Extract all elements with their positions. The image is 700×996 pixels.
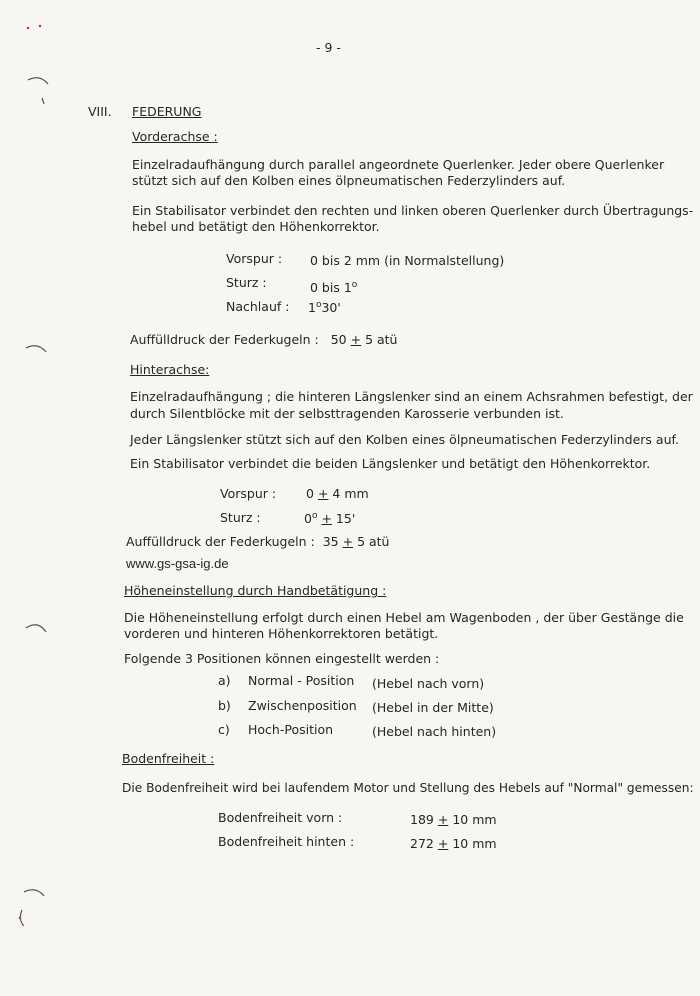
position-note: (Hebel nach vorn) <box>372 676 485 691</box>
paragraph-line: Die Höheneinstellung erfolgt durch einen Hebel am Wagenboden , der über Gestänge die <box>124 610 684 625</box>
paragraph-line: hebel und betätigt den Höhenkorrektor. <box>132 219 380 234</box>
spec-value <box>308 297 341 316</box>
position-note: (Hebel in der Mitte) <box>372 700 494 715</box>
clearance-value: 189 + 10 mm <box>410 812 497 827</box>
front-axle-heading: Vorderachse : <box>132 129 218 144</box>
paragraph-line: vorderen und hinteren Höhenkorrektoren betätigt. <box>124 626 439 641</box>
height-adjust-heading: Höheneinstellung durch Handbetätigung : <box>124 583 387 598</box>
section-title: FEDERUNG <box>132 104 202 119</box>
paragraph-line: stützt sich auf den Kolben eines ölpneumatischen Federzylinders auf. <box>132 173 566 188</box>
section-number: VIII. <box>88 104 112 119</box>
paragraph-line: Jeder Längslenker stützt sich auf den Kolben eines ölpneumatischen Federzylinders auf. <box>130 432 679 447</box>
position-name: Normal - Position <box>248 673 355 688</box>
rear-axle-heading: Hinterachse: <box>130 362 210 377</box>
pressure-value: 50 + 5 atü <box>330 332 398 347</box>
paragraph-line: Einzelradaufhängung durch parallel angeordnete Querlenker. Jeder obere Querlenker <box>132 157 665 172</box>
pressure-value: 35 + 5 atü <box>322 534 390 549</box>
degree-sign: o <box>315 300 322 310</box>
paragraph-line: Ein Stabilisator verbindet die beiden Längslenker und betätigt den Höhenkorrektor. <box>130 456 651 471</box>
position-letter: a) <box>218 673 231 688</box>
position-name: Zwischenposition <box>248 698 357 713</box>
spec-value-minutes: 30' <box>321 300 341 316</box>
spec-value: 0 bis 2 mm (in Normalstellung) <box>310 253 505 268</box>
position-letter: b) <box>218 698 231 713</box>
spec-value <box>310 277 357 296</box>
paragraph-line: Folgende 3 Positionen können eingestellt werden : <box>124 651 440 666</box>
clearance-label: Bodenfreiheit vorn : <box>218 810 343 825</box>
spec-value-main: 0 bis 1 <box>310 280 352 296</box>
paragraph-line: Die Bodenfreiheit wird bei laufendem Motor und Stellung des Hebels auf "Normal" gemessen: <box>122 781 694 795</box>
spec-label: Nachlauf : <box>226 299 290 314</box>
paragraph-line: Ein Stabilisator verbindet den rechten und linken oberen Querlenker durch Übertragungs- <box>132 203 694 218</box>
spec-value-main: 1 <box>308 300 316 316</box>
pressure-line <box>130 332 397 348</box>
degree-sign: o <box>351 280 358 290</box>
website-link[interactable]: www.gs-gsa-ig.de <box>126 556 229 571</box>
paragraph-line: Einzelradaufhängung ; die hinteren Längslenker sind an einem Achsrahmen befestigt, der <box>130 389 693 404</box>
pressure-label: Auffülldruck der Federkugeln : <box>126 534 315 549</box>
clearance-label: Bodenfreiheit hinten : <box>218 834 355 849</box>
spec-value: 0$^o$ + 15' <box>304 511 356 527</box>
spec-label: Vorspur : <box>220 486 277 501</box>
paragraph-line: durch Silentblöcke mit der selbsttragenden Karosserie verbunden ist. <box>130 406 564 421</box>
spec-label: Sturz : <box>226 275 267 290</box>
spec-value: 0 + 4 mm <box>306 486 369 501</box>
degree-sign: o <box>311 511 318 521</box>
position-name: Hoch-Position <box>248 722 334 737</box>
ground-clearance-heading: Bodenfreiheit : <box>122 751 215 766</box>
position-note: (Hebel nach hinten) <box>372 724 497 739</box>
clearance-value: 272 + 10 mm <box>410 836 497 851</box>
pressure-line <box>126 534 389 550</box>
spec-label: Vorspur : <box>226 251 283 266</box>
spec-label: Sturz : <box>220 510 261 525</box>
position-letter: c) <box>218 722 230 737</box>
page-number: - 9 - <box>316 40 341 55</box>
pressure-label: Auffülldruck der Federkugeln : <box>130 332 319 347</box>
